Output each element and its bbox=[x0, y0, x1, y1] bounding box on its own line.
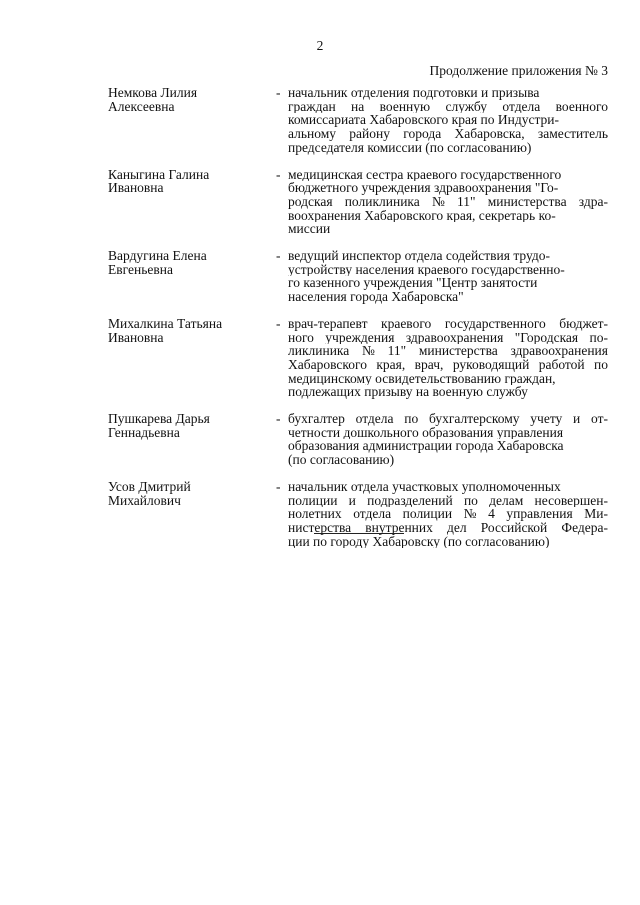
member-position-line: председателя комиссии (по согласованию) bbox=[288, 140, 532, 155]
member-name-line: Каныгина Галина bbox=[108, 166, 210, 182]
member-position-line: медицинская сестра краевого государственного bbox=[288, 167, 562, 182]
member-position-line: ведущий инспектор отдела содействия трудо- bbox=[288, 249, 551, 263]
member-position bbox=[288, 412, 608, 467]
member-entry bbox=[108, 412, 608, 467]
member-name-line: Михайлович bbox=[108, 492, 181, 508]
entry-dash: - bbox=[276, 166, 281, 182]
member-name bbox=[108, 86, 276, 113]
member-position-line: четности дошкольного образования управления bbox=[288, 425, 564, 440]
member-position bbox=[288, 480, 608, 549]
member-name-line: Ивановна bbox=[108, 329, 164, 345]
member-entry bbox=[108, 317, 608, 399]
member-position bbox=[288, 249, 608, 304]
member-name bbox=[108, 317, 276, 344]
member-name-line: Геннадьевна bbox=[108, 424, 180, 440]
member-position-line: полиции и подразделений по делам несовершен- bbox=[288, 493, 608, 508]
entry-dash: - bbox=[276, 85, 281, 100]
member-position-line: (по согласованию) bbox=[288, 453, 395, 467]
member-position-line: населения города Хабаровска" bbox=[288, 290, 464, 304]
commission-members-list bbox=[108, 86, 608, 548]
member-name-line: Усов Дмитрий bbox=[108, 478, 191, 494]
member-position-line: граждан на военную службу отдела военного bbox=[288, 99, 608, 114]
member-name-line: Пушкарева Дарья bbox=[108, 411, 210, 427]
member-position-line: родская поликлиника № 11" министерства здра- bbox=[288, 194, 608, 209]
page-number: 2 bbox=[316, 38, 324, 53]
member-position-line: начальник отдела участковых уполномоченных bbox=[288, 479, 561, 494]
member-position-line: устройству населения краевого государственно- bbox=[288, 262, 565, 277]
member-entry bbox=[108, 168, 608, 237]
member-name-line: Вардугина Елена bbox=[108, 248, 207, 264]
entry-dash: - bbox=[276, 248, 281, 264]
member-position-line: подлежащих призыву на военную службу bbox=[288, 385, 528, 400]
member-entry bbox=[108, 249, 608, 304]
closing-divider-line bbox=[314, 533, 404, 534]
member-name bbox=[108, 412, 276, 439]
member-position-line: альному району города Хабаровска, заместитель bbox=[288, 127, 608, 141]
entry-dash: - bbox=[276, 315, 281, 331]
member-position-line: ции по городу Хабаровску (по согласованию) bbox=[288, 534, 550, 549]
member-position bbox=[288, 317, 608, 399]
member-position-line: ликлиника № 11" министерства здравоохранения bbox=[288, 344, 608, 358]
member-entry bbox=[108, 480, 608, 549]
member-position bbox=[288, 168, 608, 237]
member-position-line: медицинскому освидетельствованию граждан, bbox=[288, 371, 556, 386]
member-position bbox=[288, 86, 608, 155]
entry-dash: - bbox=[276, 478, 281, 494]
member-name-line: Евгеньевна bbox=[108, 261, 173, 277]
member-position-line: бухгалтер отдела по бухгалтерскому учету и от- bbox=[288, 412, 608, 426]
member-position-line: нолетних отдела полиции № 4 управления Ми- bbox=[288, 507, 608, 521]
member-position-line: комиссариата Хабаровского края по Индустри- bbox=[288, 113, 560, 128]
member-position-line: нистерства внутренних дел Российской Федера- bbox=[288, 520, 608, 535]
member-position-line: начальник отделения подготовки и призыва bbox=[288, 86, 540, 100]
member-position-line: образования администрации города Хабаровска bbox=[288, 439, 564, 454]
member-name bbox=[108, 168, 276, 195]
member-position-line: миссии bbox=[288, 222, 331, 237]
member-name-line: Михалкина Татьяна bbox=[108, 315, 223, 331]
appendix-continuation-note: Продолжение приложения № 3 bbox=[429, 63, 608, 78]
member-name-line: Немкова Лилия bbox=[108, 85, 198, 100]
member-name-line: Ивановна bbox=[108, 180, 164, 196]
member-name-line: Алексеевна bbox=[108, 98, 175, 114]
member-position-line: воохранения Хабаровского края, секретарь ко- bbox=[288, 208, 556, 223]
member-position-line: ного учреждения здравоохранения "Городская по- bbox=[288, 330, 608, 345]
entry-dash: - bbox=[276, 411, 281, 427]
member-name bbox=[108, 480, 276, 507]
member-position-line: го казенного учреждения "Центр занятости bbox=[288, 276, 538, 291]
member-entry bbox=[108, 86, 608, 155]
member-position-line: бюджетного учреждения здравоохранения "Го- bbox=[288, 181, 559, 195]
member-name bbox=[108, 249, 276, 276]
member-position-line: врач-терапевт краевого государственного бюджет- bbox=[288, 316, 608, 331]
member-position-line: Хабаровского края, врач, руководящий работой по bbox=[288, 357, 608, 372]
